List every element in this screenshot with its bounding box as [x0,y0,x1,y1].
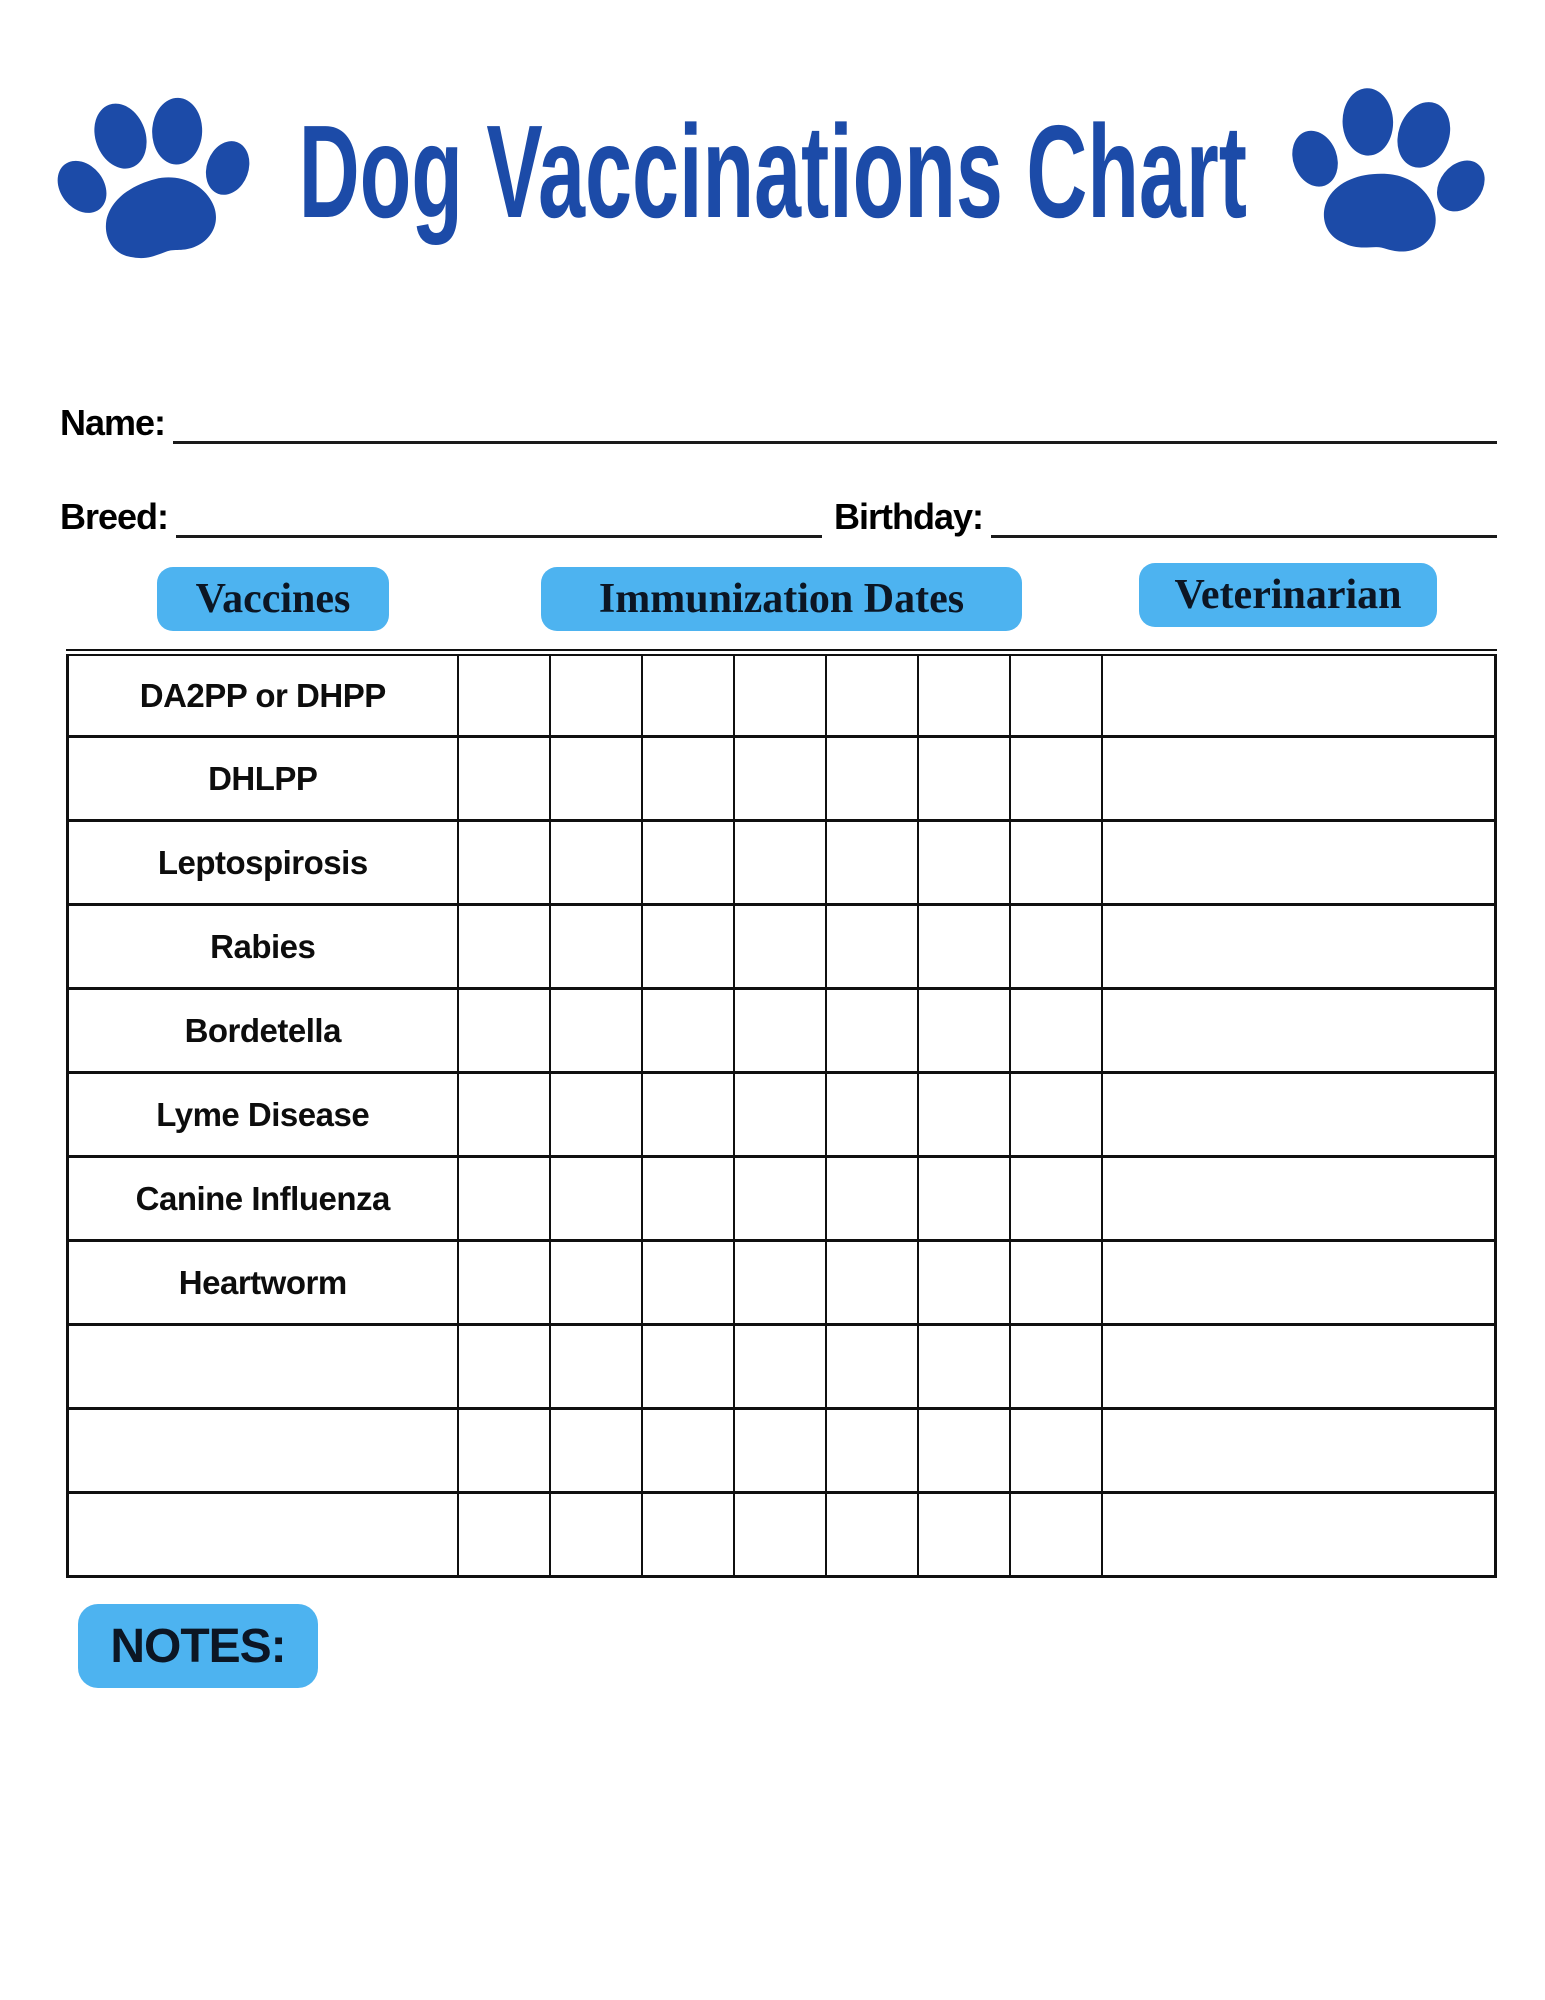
name-label: Name: [60,402,166,443]
immunization-date-cell[interactable] [826,1325,918,1409]
vaccine-name-cell: DA2PP or DHPP [68,653,458,737]
immunization-date-cell[interactable] [918,1325,1010,1409]
vaccine-name-cell: Heartworm [68,1241,458,1325]
table-row [68,737,1496,821]
immunization-date-cell[interactable] [918,737,1010,821]
immunization-date-cell[interactable] [1010,737,1102,821]
veterinarian-cell[interactable] [1102,821,1496,905]
page-title: Dog Vaccinations Chart [298,98,1247,245]
table-row [68,653,1496,737]
birthday-label: Birthday: [834,496,984,537]
immunization-date-cell[interactable] [458,1493,550,1577]
immunization-date-cell[interactable] [1010,1073,1102,1157]
immunization-date-cell[interactable] [918,821,1010,905]
column-header-immunization-dates: Immunization Dates [541,567,1022,631]
vaccine-name-cell[interactable] [68,1493,458,1577]
name-input-line[interactable] [173,390,1497,444]
immunization-date-cell[interactable] [734,1073,826,1157]
table-row [68,821,1496,905]
immunization-date-cell[interactable] [1010,905,1102,989]
immunization-date-cell[interactable] [734,1241,826,1325]
immunization-date-cell[interactable] [734,989,826,1073]
notes-label-badge: NOTES: [78,1604,318,1688]
vaccination-table [66,649,1497,1578]
immunization-date-cell[interactable] [1010,1409,1102,1493]
immunization-date-cell[interactable] [826,1493,918,1577]
veterinarian-cell[interactable] [1102,1241,1496,1325]
table-row [68,1409,1496,1493]
immunization-date-cell[interactable] [826,1409,918,1493]
immunization-date-cell[interactable] [458,1325,550,1409]
vaccine-name-cell: Rabies [68,905,458,989]
immunization-date-cell[interactable] [734,821,826,905]
immunization-date-cell[interactable] [550,1241,642,1325]
immunization-date-cell[interactable] [550,1493,642,1577]
immunization-date-cell[interactable] [458,1157,550,1241]
table-row [68,1157,1496,1241]
vaccine-name-cell: Leptospirosis [68,821,458,905]
column-header-vaccines: Vaccines [157,567,389,631]
breed-birthday-field-row [60,484,1497,538]
immunization-date-cell[interactable] [458,821,550,905]
veterinarian-cell[interactable] [1102,1325,1496,1409]
breed-label: Breed: [60,496,169,537]
veterinarian-cell[interactable] [1102,989,1496,1073]
immunization-date-cell[interactable] [550,1409,642,1493]
immunization-date-cell[interactable] [826,989,918,1073]
immunization-date-cell[interactable] [550,653,642,737]
immunization-date-cell[interactable] [918,1493,1010,1577]
paw-print-icon [1270,65,1504,294]
immunization-date-cell[interactable] [734,1325,826,1409]
vaccine-name-cell: DHLPP [68,737,458,821]
immunization-date-cell[interactable] [642,1073,734,1157]
immunization-date-cell[interactable] [458,1073,550,1157]
immunization-date-cell[interactable] [918,905,1010,989]
immunization-date-cell[interactable] [918,653,1010,737]
breed-input-line[interactable] [176,484,822,538]
table-row [68,989,1496,1073]
table-row [68,1325,1496,1409]
name-field-row [60,390,1497,444]
veterinarian-cell[interactable] [1102,1493,1496,1577]
table-row [68,1493,1496,1577]
immunization-date-cell[interactable] [918,1409,1010,1493]
immunization-date-cell[interactable] [826,737,918,821]
immunization-date-cell[interactable] [1010,1157,1102,1241]
immunization-date-cell[interactable] [458,737,550,821]
immunization-date-cell[interactable] [826,821,918,905]
immunization-date-cell[interactable] [550,737,642,821]
immunization-date-cell[interactable] [734,653,826,737]
immunization-date-cell[interactable] [458,1241,550,1325]
immunization-date-cell[interactable] [1010,1493,1102,1577]
immunization-date-cell[interactable] [550,989,642,1073]
table-row [68,905,1496,989]
veterinarian-cell[interactable] [1102,1073,1496,1157]
immunization-date-cell[interactable] [1010,821,1102,905]
table-row [68,1073,1496,1157]
immunization-date-cell[interactable] [458,989,550,1073]
immunization-date-cell[interactable] [918,989,1010,1073]
immunization-date-cell[interactable] [458,1409,550,1493]
immunization-date-cell[interactable] [734,1409,826,1493]
immunization-date-cell[interactable] [642,905,734,989]
veterinarian-cell[interactable] [1102,905,1496,989]
immunization-date-cell[interactable] [642,1157,734,1241]
immunization-date-cell[interactable] [826,905,918,989]
veterinarian-cell[interactable] [1102,1157,1496,1241]
immunization-date-cell[interactable] [642,653,734,737]
column-header-veterinarian: Veterinarian [1139,563,1437,627]
immunization-date-cell[interactable] [918,1241,1010,1325]
immunization-date-cell[interactable] [826,1157,918,1241]
veterinarian-cell[interactable] [1102,653,1496,737]
immunization-date-cell[interactable] [550,821,642,905]
immunization-date-cell[interactable] [734,1493,826,1577]
immunization-date-cell[interactable] [642,737,734,821]
immunization-date-cell[interactable] [642,1409,734,1493]
birthday-input-line[interactable] [991,484,1497,538]
immunization-date-cell[interactable] [550,1325,642,1409]
table-row [68,1241,1496,1325]
vaccine-name-cell: Canine Influenza [68,1157,458,1241]
immunization-date-cell[interactable] [458,905,550,989]
immunization-date-cell[interactable] [642,1241,734,1325]
vaccine-name-cell[interactable] [68,1325,458,1409]
vaccine-name-cell: Lyme Disease [68,1073,458,1157]
immunization-date-cell[interactable] [550,1073,642,1157]
immunization-date-cell[interactable] [826,1073,918,1157]
immunization-date-cell[interactable] [826,653,918,737]
veterinarian-cell[interactable] [1102,737,1496,821]
immunization-date-cell[interactable] [1010,653,1102,737]
immunization-date-cell[interactable] [642,821,734,905]
immunization-date-cell[interactable] [734,905,826,989]
immunization-date-cell[interactable] [918,1073,1010,1157]
veterinarian-cell[interactable] [1102,1409,1496,1493]
immunization-date-cell[interactable] [1010,1241,1102,1325]
immunization-date-cell[interactable] [642,989,734,1073]
immunization-date-cell[interactable] [458,653,550,737]
immunization-date-cell[interactable] [918,1157,1010,1241]
immunization-date-cell[interactable] [1010,989,1102,1073]
immunization-date-cell[interactable] [734,737,826,821]
vaccine-name-cell: Bordetella [68,989,458,1073]
immunization-date-cell[interactable] [550,1157,642,1241]
immunization-date-cell[interactable] [642,1493,734,1577]
immunization-date-cell[interactable] [826,1241,918,1325]
immunization-date-cell[interactable] [642,1325,734,1409]
vaccine-name-cell[interactable] [68,1409,458,1493]
immunization-date-cell[interactable] [734,1157,826,1241]
immunization-date-cell[interactable] [1010,1325,1102,1409]
immunization-date-cell[interactable] [550,905,642,989]
